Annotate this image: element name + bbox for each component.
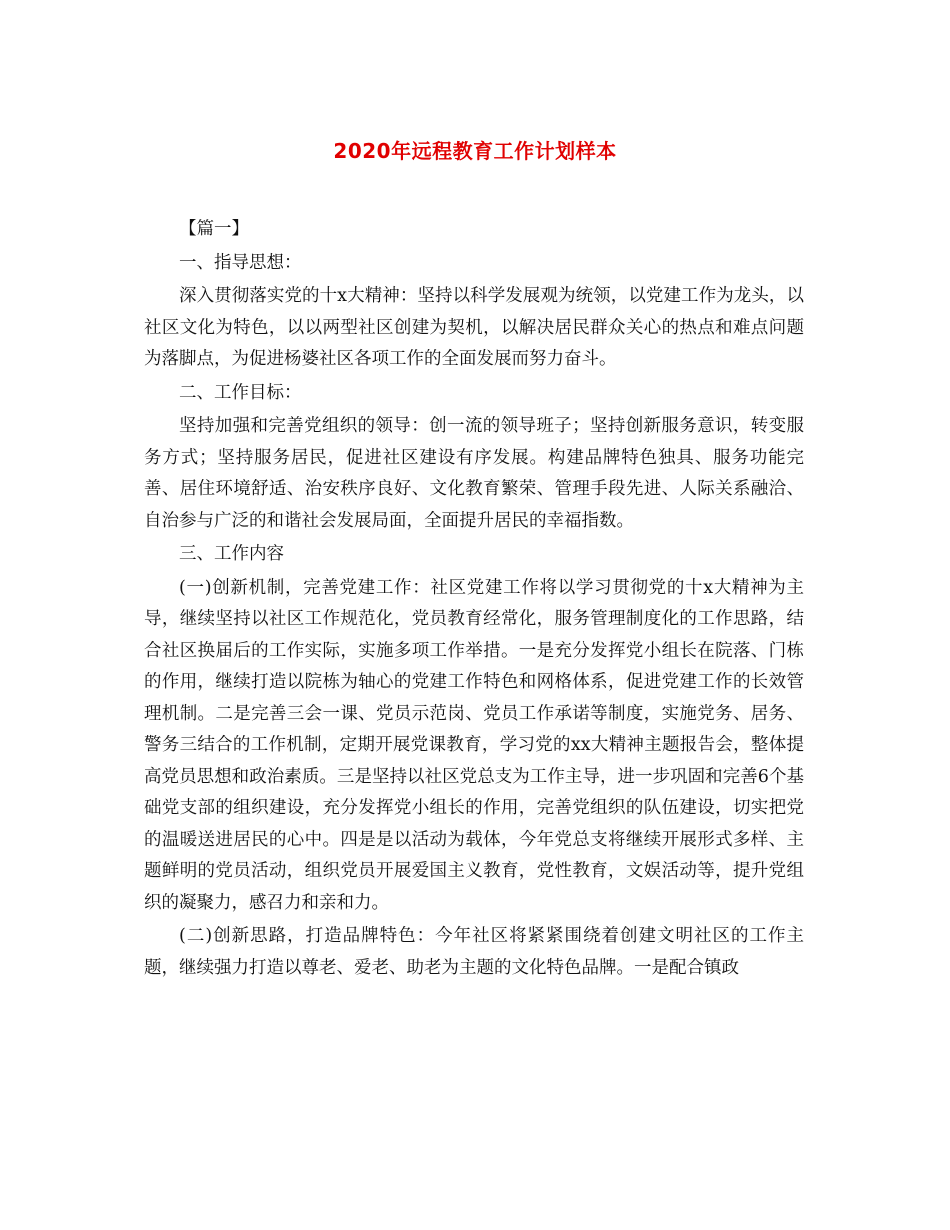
paragraph-work-goals: 坚持加强和完善党组织的领导：创一流的领导班子；坚持创新服务意识，转变服务方式；坚持服务居民，促进社区建设有序发展。构建品牌特色独具、服务功能完善、居住环境舒适、治安秩序良好、文化教育繁荣、管理手段先进、人际关系融洽、自治参与广泛的和谐社会发展局面，全面提升居民的幸福指数。 (144, 416, 804, 531)
heading-work-goals: 二、工作目标： (179, 382, 302, 403)
section-label-part-one: 【篇一】 (179, 219, 249, 239)
heading-guiding-ideology: 一、指导思想： (179, 252, 302, 273)
document-title: 2020年远程教育工作计划样本 (333, 139, 617, 163)
document-body (144, 214, 804, 984)
paragraph-brand-features: (二)创新思路，打造品牌特色：今年社区将紧紧围绕着创建文明社区的工作主题，继续强力打造以尊老、爱老、助老为主题的文化特色品牌。一是配合镇政 (144, 926, 804, 978)
heading-work-content: 三、工作内容 (179, 544, 284, 564)
paragraph-guiding-ideology: 深入贯彻落实党的十x大精神：坚持以科学发展观为统领，以党建工作为龙头，以社区文化为特色，以以两型社区创建为契机，以解决居民群众关心的热点和难点问题为落脚点，为促进杨婆社区各项工作的全面发展而努力奋斗。 (144, 286, 804, 369)
paragraph-party-building: (一)创新机制，完善党建工作：社区党建工作将以学习贯彻党的十x大精神为主导，继续坚持以社区工作规范化，党员教育经常化，服务管理制度化的工作思路，结合社区换届后的工作实际，实施多项工作举措。一是充分发挥党小组长在院落、门栋的作用，继续打造以院栋为轴心的党建工作特色和网格体系，促进党建工作的长效管理机制。二是完善三会一课、党员示范岗、党员工作承诺等制度，实施党务、居务、警务三结合的工作机制，定期开展党课教育，学习党的xx大精神主题报告会，整体提高党员思想和政治素质。三是坚持以社区党总支为工作主导，进一步巩固和完善6个基础党支部的组织建设，充分发挥党小组长的作用，完善党组织的队伍建设，切实把党的温暖送进居民的心中。四是是以活动为载体，今年党总支将继续开展形式多样、主题鲜明的党员活动，组织党员开展爱国主义教育，党性教育，文娱活动等，提升党组织的凝聚力，感召力和亲和力。 (144, 577, 804, 913)
